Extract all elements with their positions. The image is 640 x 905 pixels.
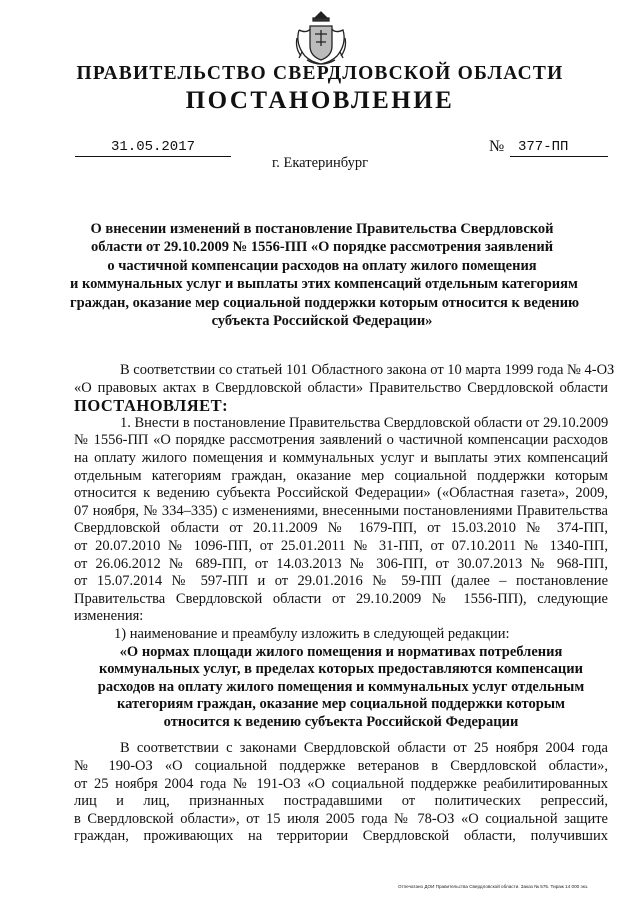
document-body [74, 362, 615, 846]
quote-line: «О нормах площади жилого помещения и нормативах потребления [119, 643, 563, 660]
document-type: ПОСТАНОВЛЕНИЕ [185, 87, 455, 114]
quote-line: расходов на оплату жилого помещения и коммунальных услуг отдельным [97, 678, 585, 695]
item1-line: от 26.06.2012 № 689-ПП, от 14.03.2013 № 306-ПП, от 30.07.2013 № 968-ПП, [74, 555, 608, 572]
quote-line: категориям граждан, оказание мер социальной поддержки которым [117, 696, 565, 713]
preamble-line: В соответствии со статьей 101 Областного закона от 10 марта 1999 года № 4-ОЗ [120, 362, 615, 378]
government-name: ПРАВИТЕЛЬСТВО СВЕРДЛОВСКОЙ ОБЛАСТИ [76, 63, 564, 84]
document-number: 377-ПП [510, 139, 608, 157]
title-line: О внесении изменений в постановление Правительства Свердловской [90, 221, 554, 237]
coat-of-arms-icon [293, 8, 349, 68]
item1-line: от 20.07.2010 № 1096-ПП, от 25.01.2011 № 31-ПП, от 07.10.2011 № 1340-ПП, [74, 537, 608, 554]
item1-line: на оплату жилого помещения и коммунальных услуг и выплаты этих компенсаций [74, 449, 608, 466]
para2-line: № 190-ОЗ «О социальной поддержке ветеранов в Свердловской области», [74, 758, 608, 775]
para2-line: граждан, проживающих на территории Свердловской области, получивших [74, 828, 608, 845]
item1-line: 1. Внести в постановление Правительства Свердловской области от 29.10.2009 [120, 414, 609, 431]
subitem-1: 1) наименование и преамбулу изложить в следующей редакции: [114, 625, 510, 642]
item1-line: от 15.07.2014 № 597-ПП и от 29.01.2016 № 59-ПП (далее – постановление [74, 573, 608, 590]
item1-line: 07 ноября, № 334–335) с изменениями, внесенными постановлениями Правительства [74, 502, 608, 519]
item1-line: Правительства Свердловской области от 29.10.2009 № 1556-ПП), следующие [74, 590, 608, 607]
title-line: субъекта Российской Федерации» [211, 313, 433, 330]
title-line: о частичной компенсации расходов на оплату жилого помещения [107, 257, 537, 274]
para2-line: в Свердловской области», от 15 июля 2005 года № 78-ОЗ «О социальной защите [74, 810, 608, 827]
document-date: 31.05.2017 [75, 139, 231, 157]
para2-line: В соответствии с законами Свердловской области от 25 ноября 2004 года [120, 740, 608, 757]
number-label: № [489, 138, 505, 155]
item1-line: Свердловской области от 20.11.2009 № 1679-ПП, от 15.03.2010 № 374-ПП, [74, 520, 608, 537]
decides-word: ПОСТАНОВЛЯЕТ: [74, 396, 229, 416]
print-footer: Отпечатано ДОИ Правительства Свердловской области. Заказ № 575. Тираж 14 000 экз. [398, 884, 589, 889]
title-line: и коммунальных услуг и выплаты этих компенсаций отдельным категориям [70, 276, 578, 293]
item1-line: относится к ведению субъекта Российской Федерации» («Областная газета», 2009, [74, 485, 608, 502]
item1-line: отдельным категориям граждан, оказание мер социальной поддержки которым [74, 467, 608, 484]
quote-line: коммунальных услуг, в пределах которых предоставляются компенсации [99, 661, 583, 678]
document-title [70, 220, 580, 330]
city: г. Екатеринбург [271, 155, 369, 171]
item1-line: изменения: [74, 608, 144, 625]
para2-line: от 25 ноября 2004 года № 191-ОЗ «О социальной поддержке реабилитированных [74, 775, 608, 792]
title-line: граждан, оказание мер социальной поддержки которым относится к ведению [70, 294, 580, 311]
preamble-line: «О правовых актах в Свердловской области» Правительство Свердловской области [74, 379, 608, 396]
para2-line: лиц и лиц, признанных пострадавшими от политических репрессий, [74, 793, 608, 810]
quote-line: относится к ведению субъекта Российской Федерации [163, 713, 519, 730]
spacer [74, 731, 608, 740]
title-line: области от 29.10.2009 № 1556-ПП «О порядке рассмотрения заявлений [90, 239, 554, 256]
item1-line: № 1556-ПП «О порядке рассмотрения заявлений о частичной компенсации расходов [74, 432, 608, 449]
